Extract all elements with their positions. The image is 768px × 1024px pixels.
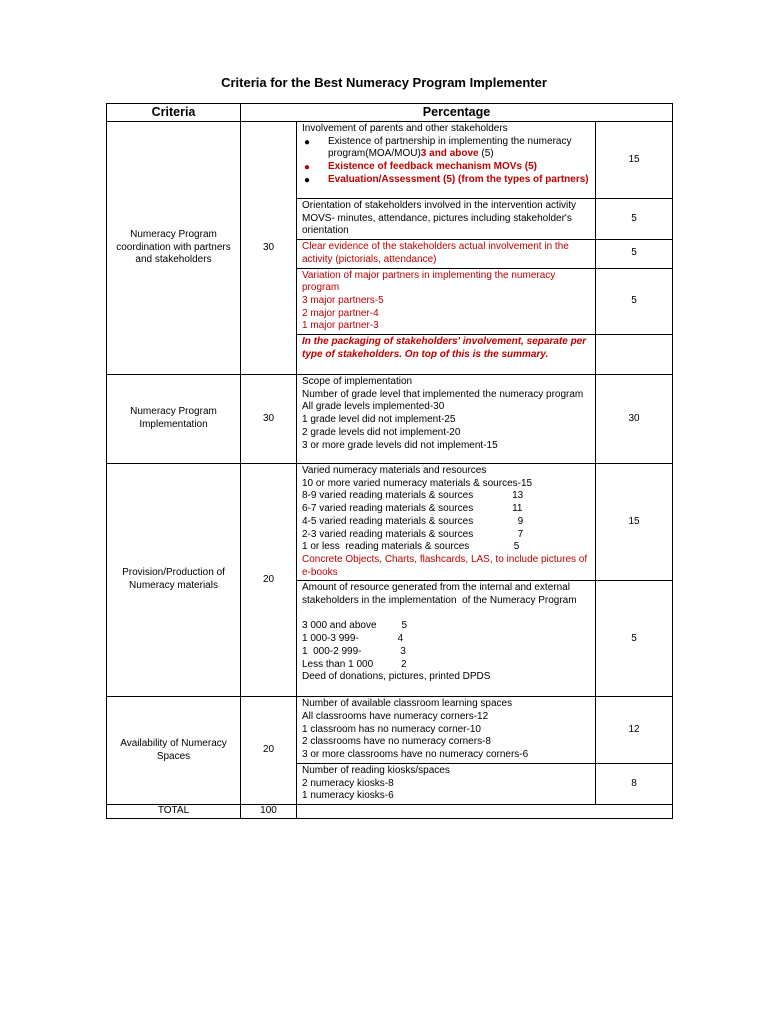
description-line: 10 or more varied numeracy materials & sources-15 [302, 477, 533, 489]
header-percentage: Percentage [241, 104, 673, 122]
list-item [302, 174, 590, 187]
score-cell [596, 335, 673, 375]
description-cell [297, 122, 596, 199]
description-line: 2-3 varied reading materials & sources 7 [302, 528, 524, 540]
description-line: Involvement of parents and other stakeholders [302, 123, 508, 134]
criteria-cell: Numeracy Program coordination with partners and stakeholders [107, 122, 241, 375]
description-cell: Clear evidence of the stakeholders actual involvement in the activity (pictorials, attendance) [297, 240, 596, 268]
description-line: 2 grade levels did not implement-20 [302, 426, 461, 438]
description-text: Existence of feedback mechanism MOVs (5) [328, 161, 537, 173]
table-header-row [107, 104, 673, 122]
score-cell: 15 [596, 464, 673, 581]
highlight-text: 3 and above [420, 148, 479, 160]
criteria-cell: Availability of Numeracy Spaces [107, 697, 241, 805]
description-line: Number of grade level that implemented the numeracy program [302, 388, 584, 400]
description-cell: Orientation of stakeholders involved in the intervention activity MOVS- minutes, attendance, pictures including stakeholder's orientation [297, 199, 596, 240]
description-line: Number of reading kiosks/spaces [302, 764, 450, 776]
table-row [107, 697, 673, 764]
description-line: 1 grade level did not implement-25 [302, 414, 456, 426]
bullet-icon: ● [304, 136, 311, 148]
description-cell [297, 268, 596, 335]
description-line: 3 major partners-5 [302, 294, 384, 306]
description-line: 2 numeracy kiosks-8 [302, 777, 394, 789]
description-line: Concrete Objects, Charts, flashcards, LAS, to include pictures of e-books [302, 553, 593, 578]
description-cell [297, 581, 596, 697]
description-cell: In the packaging of stakeholders' involvement, separate per type of stakeholders. On top of this is the summary. [297, 335, 596, 375]
total-value: 100 [241, 804, 297, 818]
description-line: Variation of major partners in implementing the numeracy program [302, 269, 559, 294]
page-title: Criteria for the Best Numeracy Program Implementer [221, 75, 547, 90]
description-line [302, 608, 590, 621]
description-line: 8-9 varied reading materials & sources 13 [302, 490, 524, 502]
description-line: 1 classroom has no numeracy corner-10 [302, 723, 481, 735]
total-empty [297, 804, 673, 818]
percent-cell: 30 [241, 375, 297, 464]
description-line: 3 000 and above 5 [302, 620, 408, 632]
description-cell [297, 375, 596, 464]
description-line: Deed of donations, pictures, printed DPDS [302, 671, 491, 683]
description-line: 1 major partner-3 [302, 320, 379, 332]
score-cell: 8 [596, 763, 673, 804]
table-row [107, 464, 673, 581]
description-line: Less than 1 000 2 [302, 658, 407, 670]
score-cell: 12 [596, 697, 673, 764]
percent-cell: 20 [241, 464, 297, 697]
score-cell: 15 [596, 122, 673, 199]
list-item [302, 161, 590, 174]
description-line: 3 or more grade levels did not implement-15 [302, 439, 498, 451]
total-row [107, 804, 673, 818]
description-line: Scope of implementation [302, 376, 413, 388]
description-text: Existence of partnership in implementing the numeracy program(MOA/MOU) [328, 135, 572, 160]
bullet-list [302, 136, 590, 187]
description-cell [297, 763, 596, 804]
description-cell [297, 464, 596, 581]
bullet-icon: ● [304, 162, 311, 174]
table-row [107, 122, 673, 199]
criteria-cell: Numeracy Program Implementation [107, 375, 241, 464]
description-line: 1 000-2 999- 3 [302, 645, 406, 657]
score-cell: 5 [596, 581, 673, 697]
header-criteria: Criteria [107, 104, 241, 122]
description-line: All classrooms have numeracy corners-12 [302, 711, 489, 723]
description-line: 3 or more classrooms have no numeracy corners-6 [302, 749, 529, 761]
description-line: All grade levels implemented-30 [302, 401, 445, 413]
score-cell: 5 [596, 268, 673, 335]
bullet-icon: ● [304, 174, 311, 186]
percent-cell: 30 [241, 122, 297, 375]
criteria-table [106, 103, 673, 819]
percent-cell: 20 [241, 697, 297, 805]
score-cell: 30 [596, 375, 673, 464]
description-line: 2 classrooms have no numeracy corners-8 [302, 736, 491, 748]
description-cell [297, 697, 596, 764]
description-line: 1 or less reading materials & sources 5 [302, 541, 520, 553]
score-cell: 5 [596, 199, 673, 240]
description-line: 2 major partner-4 [302, 307, 379, 319]
total-label: TOTAL [107, 804, 241, 818]
criteria-cell: Provision/Production of Numeracy materials [107, 464, 241, 697]
description-line: 6-7 varied reading materials & sources 11 [302, 503, 523, 515]
description-line: 4-5 varied reading materials & sources 9 [302, 515, 524, 527]
description-line: Number of available classroom learning spaces [302, 698, 513, 710]
description-text: (5) [478, 148, 494, 160]
score-cell: 5 [596, 240, 673, 268]
description-line: 1 numeracy kiosks-6 [302, 790, 394, 802]
description-line: 1 000-3 999- 4 [302, 633, 404, 645]
description-text: Evaluation/Assessment (5) (from the types of partners) [328, 173, 589, 185]
description-line: Varied numeracy materials and resources [302, 465, 487, 477]
list-item [302, 136, 590, 161]
description-line: Amount of resource generated from the internal and external stakeholders in the implementation of the Numeracy Program [302, 582, 577, 607]
table-row [107, 375, 673, 464]
